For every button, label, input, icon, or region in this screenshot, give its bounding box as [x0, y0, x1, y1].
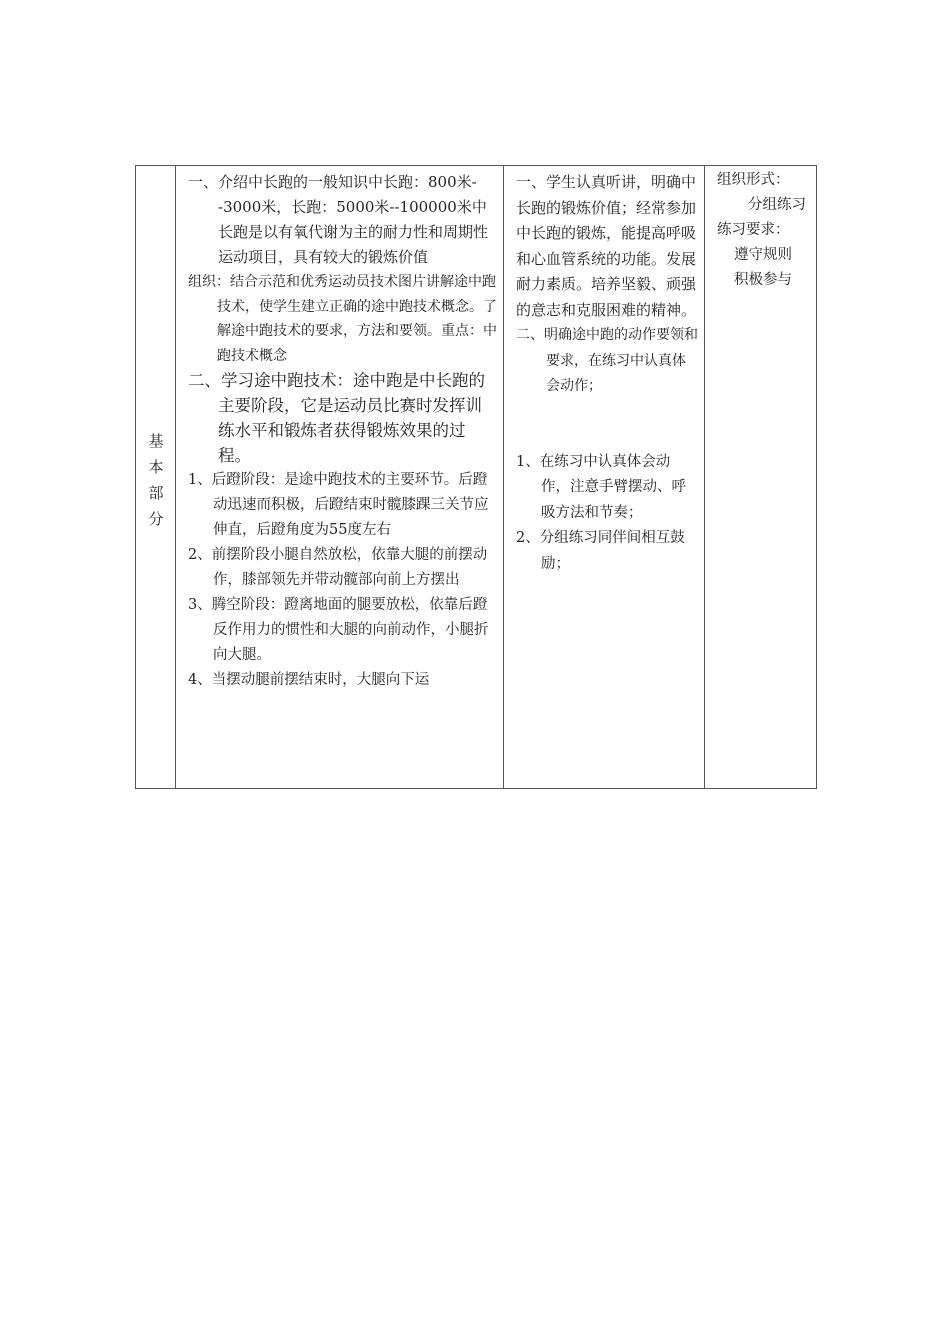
student-paragraph-1: 一、学生认真听讲，明确中长跑的锻炼价值；经常参加中长跑的锻炼，能提高呼吸和心血管系统的功能。发展耐力素质。培养坚毅、顽强的意志和克服困难的精神。 — [516, 173, 697, 319]
student-item: 1、在练习中认真体会动作，注意手臂摆动、呼吸方法和节奏； — [516, 453, 686, 521]
org-req-item: 遵守规则 — [734, 247, 792, 263]
section-label-char: 分 — [148, 510, 164, 528]
student-item: 2、分组练习同伴间相互鼓励； — [516, 530, 685, 572]
technique-heading: 二、学习途中跑技术：途中跑是中长跑的主要阶段，它是运动员比赛时发挥训练水平和锻炼者获得锻炼效果的过程。 — [188, 371, 485, 465]
step-item: 2、前摆阶段小腿自然放松，依靠大腿的前摆动作，膝部领先并带动髋部向前上方摆出 — [188, 547, 488, 588]
org-req-label: 练习要求： — [717, 222, 790, 238]
student-paragraph-2: 二、明确途中跑的动作要领和要求，在练习中认真体会动作； — [516, 327, 698, 394]
section-label-char: 部 — [148, 484, 164, 502]
organize-paragraph: 组织：结合示范和优秀运动员技术图片讲解途中跑技术，使学生建立正确的途中跑技术概念。了解途中跑技术的要求，方法和要领。重点：中跑技术概念 — [188, 274, 497, 364]
step-item: 4、当摆动腿前摆结束时，大腿向下运 — [188, 672, 430, 688]
section-label-char: 基 — [148, 432, 164, 450]
intro-paragraph: 一、介绍中长跑的一般知识中长跑：800米--3000米，长跑：5000米--100000米中长跑是以有氧代谢为主的耐力性和周期性运动项目，具有较大的锻炼价值 — [188, 173, 489, 266]
teacher-activity-column — [176, 166, 504, 788]
section-column — [136, 166, 176, 788]
lesson-plan-table — [135, 165, 817, 789]
student-activity-column — [504, 166, 705, 788]
step-item: 1、后蹬阶段：是途中跑技术的主要环节。后蹬动迅速而积极，后蹬结束时髋膝踝三关节应伸直，后蹬角度为55度左右 — [188, 472, 489, 538]
org-req-item: 积极参与 — [734, 272, 792, 288]
section-label — [136, 428, 176, 532]
organization-column — [705, 166, 816, 788]
org-form-value: 分组练习 — [748, 197, 806, 213]
org-form-label: 组织形式： — [717, 172, 790, 188]
section-label-char: 本 — [148, 458, 164, 476]
step-item: 3、腾空阶段：蹬离地面的腿要放松，依靠后蹬反作用力的惯性和大腿的向前动作，小腿折向大腿。 — [188, 597, 489, 663]
